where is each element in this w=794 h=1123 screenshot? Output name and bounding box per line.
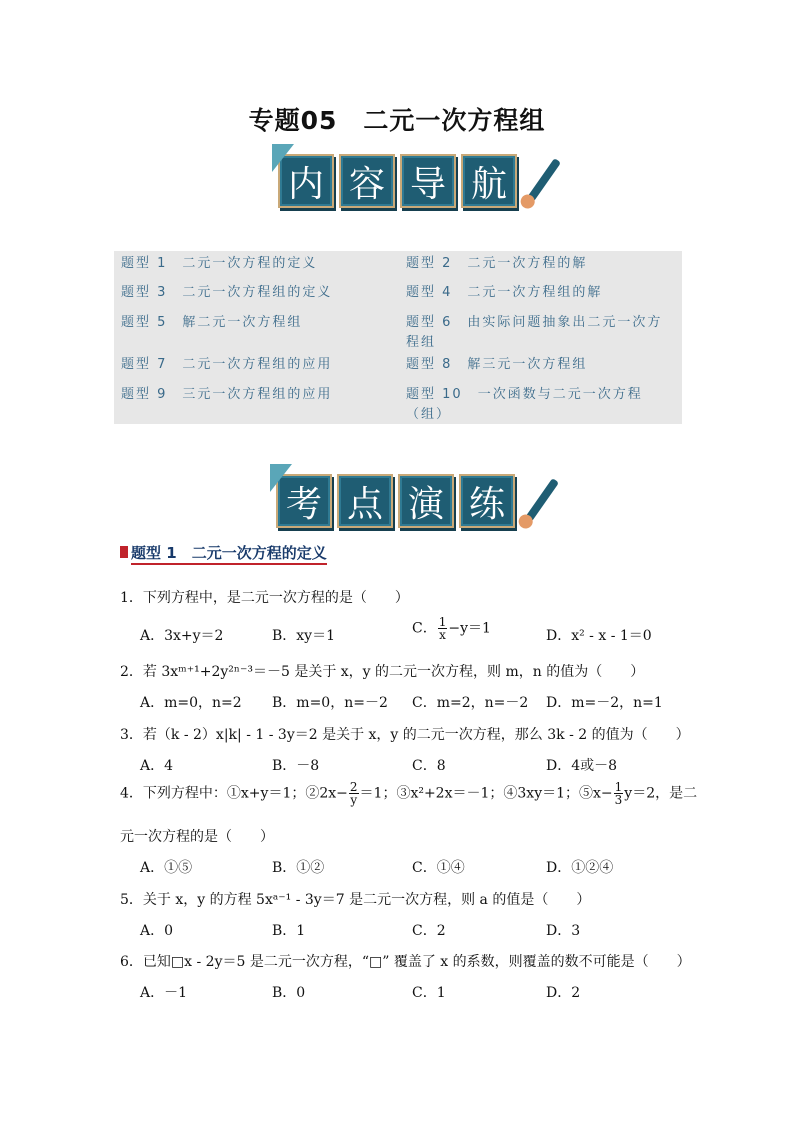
banner-tile: 考: [276, 474, 332, 528]
question-4-stem-line2: 元一次方程的是（ ）: [120, 829, 274, 845]
toc-item-4[interactable]: 题型 4 二元一次方程组的解: [406, 285, 603, 300]
toc-item-10[interactable]: 题型 10 一次函数与二元一次方程（组）: [406, 387, 643, 422]
q1-option-b[interactable]: B．xy＝1: [272, 628, 335, 644]
brush-icon: [527, 158, 561, 202]
banner-triangle-decoration: [270, 464, 292, 492]
practice-banner: [276, 470, 520, 532]
banner-tile: 练: [459, 474, 515, 528]
q3-option-a[interactable]: A．4: [140, 758, 174, 774]
q4-option-b[interactable]: B．①②: [272, 860, 325, 876]
toc-item-9[interactable]: 题型 9 三元一次方程组的应用: [121, 387, 333, 402]
q6-option-a[interactable]: A．－1: [140, 985, 188, 1001]
q2-option-a[interactable]: A．m=0，n=2: [140, 695, 242, 711]
section-heading: 题型 1 二元一次方程的定义: [120, 542, 327, 563]
question-3-stem: 3．若（k - 2）x|k| - 1 - 3y＝2 是关于 x，y 的二元一次方程，那么 3k - 2 的值为（ ）: [120, 727, 690, 743]
toc-item-6[interactable]: 题型 6 由实际问题抽象出二元一次方程组: [406, 315, 663, 350]
q5-option-b[interactable]: B．1: [272, 923, 306, 939]
q6-option-c[interactable]: C．1: [412, 985, 446, 1001]
contents-banner: [278, 150, 522, 212]
question-6-stem: 6．已知□x - 2y＝5 是二元一次方程，“□” 覆盖了 x 的系数，则覆盖的数不可能是（ ）: [120, 954, 691, 970]
question-1-stem: 1．下列方程中，是二元一次方程的是（ ）: [120, 590, 409, 606]
q3-option-c[interactable]: C．8: [412, 758, 446, 774]
contents-table: [114, 251, 682, 424]
q1-option-a[interactable]: A．3x+y＝2: [140, 628, 224, 644]
question-4-stem: 4．下列方程中：①x+y＝1；②2x− $\frac{2}{y}$ ＝1；③x²+2x＝－1；④3xy＝1；⑤x− $\frac{1}{3}$ y＝2，是二: [120, 780, 698, 807]
brush-icon: [525, 478, 559, 522]
q5-option-a[interactable]: A．0: [140, 923, 174, 939]
q5-option-c[interactable]: C．2: [412, 923, 446, 939]
toc-item-3[interactable]: 题型 3 二元一次方程组的定义: [121, 285, 333, 300]
q3-option-b[interactable]: B．－8: [272, 758, 320, 774]
toc-item-5[interactable]: 题型 5 解二元一次方程组: [121, 315, 303, 330]
toc-item-1[interactable]: 题型 1 二元一次方程的定义: [121, 256, 318, 271]
q4-option-d[interactable]: D．①②④: [546, 860, 614, 876]
q3-option-d[interactable]: D．4或－8: [546, 758, 618, 774]
q2-option-d[interactable]: D．m=－2，n=1: [546, 695, 663, 711]
banner-tile: 内: [278, 154, 334, 208]
banner-tile: 导: [400, 154, 456, 208]
page-title: 专题05 二元一次方程组: [248, 106, 546, 135]
banner-triangle-decoration: [272, 144, 294, 172]
q1-option-d[interactable]: D．x² - x - 1＝0: [546, 628, 652, 644]
q6-option-b[interactable]: B．0: [272, 985, 306, 1001]
toc-item-2[interactable]: 题型 2 二元一次方程的解: [406, 256, 588, 271]
q6-option-d[interactable]: D．2: [546, 985, 581, 1001]
q1-option-c[interactable]: C． $\frac{1}{x}$ −y＝1: [412, 615, 491, 642]
red-marker-icon: [120, 546, 128, 558]
banner-tile: 容: [339, 154, 395, 208]
q5-option-d[interactable]: D．3: [546, 923, 581, 939]
q2-option-b[interactable]: B．m=0，n=－2: [272, 695, 388, 711]
banner-tile: 航: [461, 154, 517, 208]
q4-option-a[interactable]: A．①⑤: [140, 860, 193, 876]
toc-item-7[interactable]: 题型 7 二元一次方程组的应用: [121, 357, 333, 372]
question-5-stem: 5．关于 x，y 的方程 5xᵃ⁻¹ - 3y＝7 是二元一次方程，则 a 的值是（ ）: [120, 892, 591, 908]
toc-item-8[interactable]: 题型 8 解三元一次方程组: [406, 357, 588, 372]
q2-option-c[interactable]: C．m=2，n=－2: [412, 695, 529, 711]
banner-tile: 点: [337, 474, 393, 528]
banner-tile: 演: [398, 474, 454, 528]
q4-option-c[interactable]: C．①④: [412, 860, 465, 876]
question-2-stem: 2．若 3xᵐ⁺¹+2y²ⁿ⁻³＝－5 是关于 x，y 的二元一次方程，则 m，n 的值为（ ）: [120, 664, 645, 680]
